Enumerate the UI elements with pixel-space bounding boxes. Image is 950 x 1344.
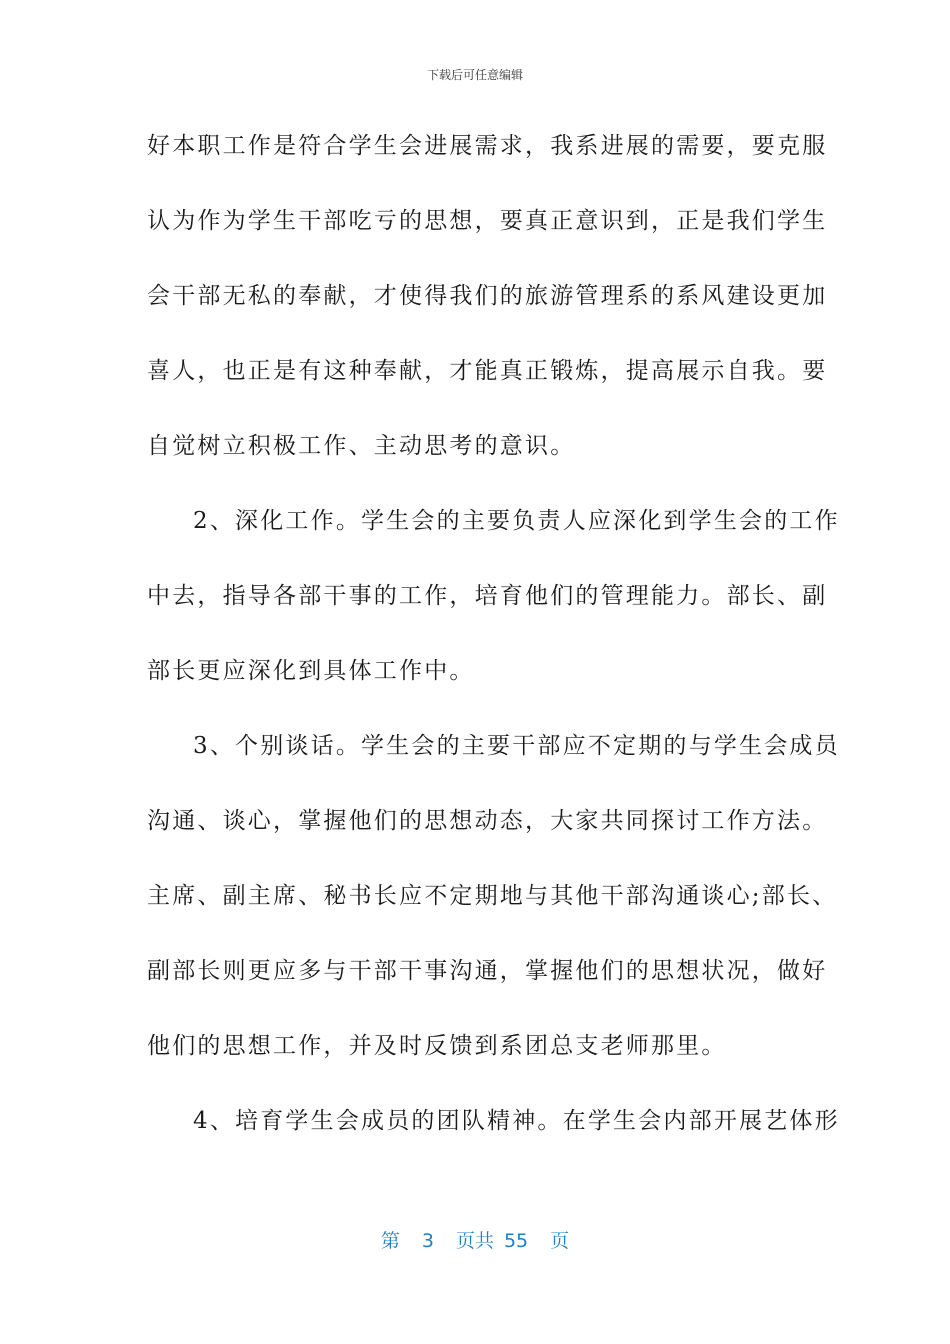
text-line: 部长更应深化到具体工作中。	[147, 658, 475, 684]
document-body	[147, 120, 840, 1170]
page-middle: 页共	[455, 1230, 494, 1252]
paragraph-start-line: 2、深化工作。学生会的主要负责人应深化到学生会的工作	[193, 508, 840, 534]
text-line: 好本职工作是符合学生会进展需求，我系进展的需要，要克服	[147, 133, 828, 159]
page-footer	[0, 1226, 950, 1253]
paragraph-start-line: 3、个别谈话。学生会的主要干部应不定期的与学生会成员	[193, 733, 840, 759]
text-line: 主席、副主席、秘书长应不定期地与其他干部沟通谈心;部长、	[147, 883, 838, 909]
text-line: 中去，指导各部干事的工作，培育他们的管理能力。部长、副	[147, 583, 828, 609]
text-line: 他们的思想工作，并及时反馈到系团总支老师那里。	[147, 1033, 727, 1059]
text-line: 会干部无私的奉献，才使得我们的旅游管理系的系风建设更加	[147, 283, 828, 309]
text-line: 自觉树立积极工作、主动思考的意识。	[147, 433, 576, 459]
text-line: 认为作为学生干部吃亏的思想，要真正意识到，正是我们学生	[147, 208, 828, 234]
header-note: 下载后可任意编辑	[426, 68, 523, 82]
page-suffix: 页	[550, 1230, 570, 1252]
text-line: 沟通、谈心，掌握他们的思想动态，大家共同探讨工作方法。	[147, 808, 828, 834]
total-pages-number: 55	[503, 1230, 529, 1252]
text-line: 喜人，也正是有这种奉献，才能真正锻炼，提高展示自我。要	[147, 358, 828, 384]
paragraph-start-line: 4、培育学生会成员的团队精神。在学生会内部开展艺体形	[193, 1108, 840, 1134]
page-prefix: 第	[380, 1230, 400, 1252]
text-line: 副部长则更应多与干部干事沟通，掌握他们的思想状况，做好	[147, 958, 828, 984]
current-page-number: 3	[421, 1230, 434, 1252]
